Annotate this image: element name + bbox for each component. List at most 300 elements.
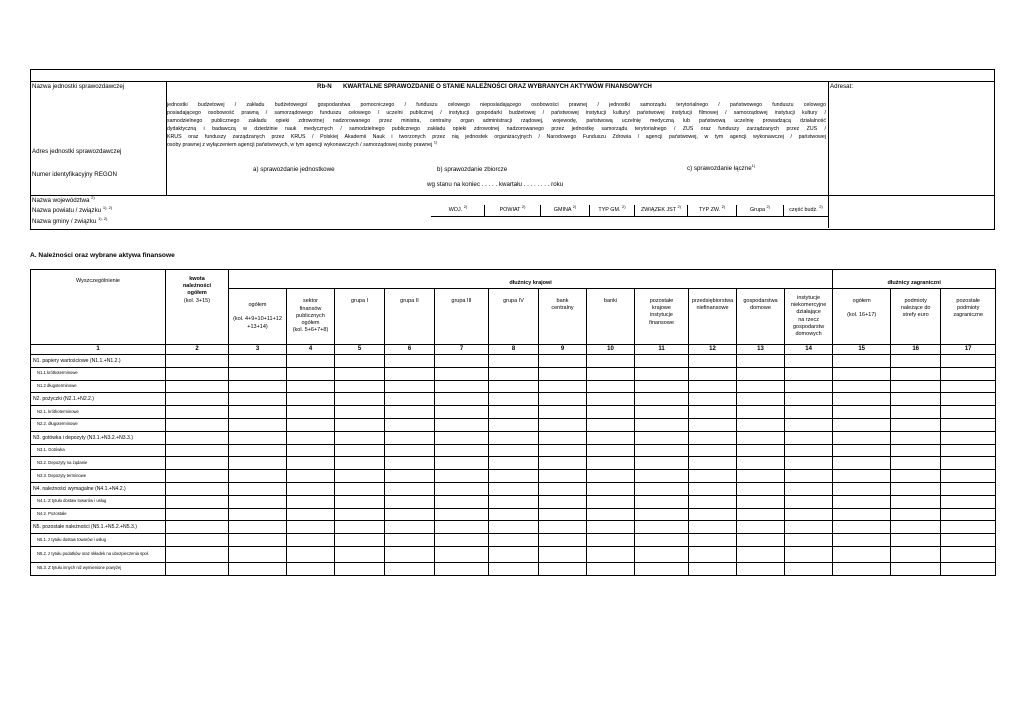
value-cell[interactable]	[833, 534, 891, 547]
value-cell[interactable]	[833, 418, 891, 431]
value-cell[interactable]	[941, 562, 996, 575]
value-cell[interactable]	[785, 393, 833, 406]
value-cell[interactable]	[385, 470, 435, 483]
row-label: N3.2. Depozyty na żądanie	[31, 457, 166, 470]
value-cell[interactable]	[587, 482, 635, 495]
value-cell[interactable]	[287, 546, 335, 562]
value-cell[interactable]	[941, 521, 996, 534]
value-cell[interactable]	[891, 562, 941, 575]
value-cell[interactable]	[635, 380, 689, 393]
value-cell[interactable]	[385, 495, 435, 508]
value-cell[interactable]	[287, 495, 335, 508]
value-cell[interactable]	[435, 495, 489, 508]
value-cell[interactable]	[833, 431, 891, 444]
value-cell[interactable]	[229, 495, 287, 508]
value-cell[interactable]	[229, 470, 287, 483]
value-cell[interactable]	[287, 393, 335, 406]
value-cell[interactable]	[229, 380, 287, 393]
value-cell[interactable]	[229, 521, 287, 534]
value-cell[interactable]	[689, 457, 737, 470]
value-cell[interactable]	[229, 393, 287, 406]
value-cell[interactable]	[635, 482, 689, 495]
value-cell[interactable]	[689, 508, 737, 521]
value-cell[interactable]	[229, 418, 287, 431]
value-cell[interactable]	[689, 562, 737, 575]
col-number: 8	[489, 345, 539, 355]
value-cell[interactable]	[489, 355, 539, 368]
value-cell[interactable]	[833, 367, 891, 380]
value-cell[interactable]	[941, 534, 996, 547]
value-cell[interactable]	[539, 431, 587, 444]
value-cell[interactable]	[737, 355, 785, 368]
value-cell[interactable]	[635, 508, 689, 521]
value-cell[interactable]	[785, 495, 833, 508]
value-cell[interactable]	[335, 406, 385, 419]
value-cell[interactable]	[737, 470, 785, 483]
description-line: samodzielnego publicznego zakładu opieki zdrowotnej nadzorowanego przez ministra, centralny organ administracji rządowej, wojewodę, państwową uczelnię medyczną lub państwową uczelnię prowadzącą działalność	[167, 118, 826, 125]
value-cell[interactable]	[785, 482, 833, 495]
value-cell[interactable]	[489, 482, 539, 495]
value-cell[interactable]	[287, 562, 335, 575]
value-cell[interactable]	[833, 470, 891, 483]
value-cell[interactable]	[489, 546, 539, 562]
value-cell[interactable]	[737, 406, 785, 419]
value-cell[interactable]	[166, 546, 229, 562]
value-cell[interactable]	[587, 431, 635, 444]
value-cell[interactable]	[489, 470, 539, 483]
value-cell[interactable]	[335, 367, 385, 380]
value-cell[interactable]	[489, 508, 539, 521]
value-cell[interactable]	[689, 534, 737, 547]
value-cell[interactable]	[737, 457, 785, 470]
value-cell[interactable]	[891, 521, 941, 534]
value-cell[interactable]	[737, 495, 785, 508]
value-cell[interactable]	[287, 406, 335, 419]
value-cell[interactable]	[539, 418, 587, 431]
value-cell[interactable]	[941, 482, 996, 495]
value-cell[interactable]	[335, 482, 385, 495]
value-cell[interactable]	[489, 521, 539, 534]
value-cell[interactable]	[166, 431, 229, 444]
value-cell[interactable]	[833, 546, 891, 562]
value-cell[interactable]	[435, 534, 489, 547]
regon-label: Numer identyfikacyjny REGON	[32, 171, 117, 178]
value-cell[interactable]	[385, 508, 435, 521]
unit-name-label: Nazwa jednostki sprawozdawczej	[32, 83, 125, 90]
value-cell[interactable]	[785, 431, 833, 444]
value-cell[interactable]	[166, 562, 229, 575]
value-cell[interactable]	[229, 534, 287, 547]
value-cell[interactable]	[587, 355, 635, 368]
value-cell[interactable]	[587, 367, 635, 380]
value-cell[interactable]	[385, 431, 435, 444]
value-cell[interactable]	[785, 521, 833, 534]
value-cell[interactable]	[891, 367, 941, 380]
value-cell[interactable]	[689, 482, 737, 495]
value-cell[interactable]	[385, 562, 435, 575]
value-cell[interactable]	[385, 546, 435, 562]
value-cell[interactable]	[539, 546, 587, 562]
value-cell[interactable]	[166, 393, 229, 406]
value-cell[interactable]	[539, 393, 587, 406]
value-cell[interactable]	[891, 495, 941, 508]
value-cell[interactable]	[539, 534, 587, 547]
value-cell[interactable]	[335, 562, 385, 575]
value-cell[interactable]	[785, 444, 833, 457]
value-cell[interactable]	[785, 418, 833, 431]
value-cell[interactable]	[539, 521, 587, 534]
value-cell[interactable]	[435, 418, 489, 431]
value-cell[interactable]	[587, 418, 635, 431]
value-cell[interactable]	[385, 380, 435, 393]
table-row	[31, 546, 996, 562]
value-cell[interactable]	[785, 406, 833, 419]
value-cell[interactable]	[635, 457, 689, 470]
form-code: Rb-N	[317, 83, 332, 90]
value-cell[interactable]	[635, 355, 689, 368]
value-cell[interactable]	[539, 495, 587, 508]
row-label: N4.2. Pozostałe	[31, 508, 166, 521]
value-cell[interactable]	[785, 367, 833, 380]
value-cell[interactable]	[833, 457, 891, 470]
value-cell[interactable]	[539, 508, 587, 521]
value-cell[interactable]	[435, 367, 489, 380]
value-cell[interactable]	[635, 431, 689, 444]
value-cell[interactable]	[166, 444, 229, 457]
value-cell[interactable]	[689, 418, 737, 431]
value-cell[interactable]	[335, 534, 385, 547]
value-cell[interactable]	[785, 457, 833, 470]
value-cell[interactable]	[539, 482, 587, 495]
value-cell[interactable]	[539, 444, 587, 457]
table-row	[31, 457, 996, 470]
col-header-description: Wyszczególnienie	[31, 270, 166, 345]
value-cell[interactable]	[435, 457, 489, 470]
value-cell[interactable]	[166, 482, 229, 495]
value-cell[interactable]	[891, 508, 941, 521]
value-cell[interactable]	[891, 406, 941, 419]
value-cell[interactable]	[587, 406, 635, 419]
value-cell[interactable]	[689, 431, 737, 444]
value-cell[interactable]	[941, 355, 996, 368]
value-cell[interactable]	[335, 495, 385, 508]
value-cell[interactable]	[785, 546, 833, 562]
value-cell[interactable]	[891, 418, 941, 431]
value-cell[interactable]	[489, 562, 539, 575]
value-cell[interactable]	[833, 495, 891, 508]
value-cell[interactable]	[335, 457, 385, 470]
value-cell[interactable]	[587, 495, 635, 508]
box-zwiazek-jst: ZWIĄZEK JST $^{2)}$	[640, 204, 681, 213]
value-cell[interactable]	[385, 367, 435, 380]
value-cell[interactable]	[587, 534, 635, 547]
value-cell[interactable]	[689, 470, 737, 483]
value-cell[interactable]	[785, 534, 833, 547]
value-cell[interactable]	[335, 355, 385, 368]
value-cell[interactable]	[539, 562, 587, 575]
value-cell[interactable]	[435, 431, 489, 444]
value-cell[interactable]	[229, 355, 287, 368]
value-cell[interactable]	[737, 546, 785, 562]
value-cell[interactable]	[539, 457, 587, 470]
value-cell[interactable]	[635, 470, 689, 483]
value-cell[interactable]	[737, 508, 785, 521]
box-typ-gm: TYP GM. $^{2)}$	[598, 204, 626, 213]
value-cell[interactable]	[891, 470, 941, 483]
value-cell[interactable]	[229, 406, 287, 419]
value-cell[interactable]	[635, 495, 689, 508]
value-cell[interactable]	[635, 546, 689, 562]
box-woj: WOJ. $^{2)}$	[448, 204, 468, 213]
value-cell[interactable]	[635, 406, 689, 419]
value-cell[interactable]	[335, 444, 385, 457]
value-cell[interactable]	[539, 406, 587, 419]
value-cell[interactable]	[833, 355, 891, 368]
col-number: 10	[587, 345, 635, 355]
value-cell[interactable]	[689, 406, 737, 419]
value-cell[interactable]	[229, 482, 287, 495]
value-cell[interactable]	[737, 482, 785, 495]
value-cell[interactable]	[737, 444, 785, 457]
col-header-6: grupa II	[385, 289, 435, 345]
value-cell[interactable]	[737, 562, 785, 575]
value-cell[interactable]	[689, 393, 737, 406]
value-cell[interactable]	[385, 418, 435, 431]
value-cell[interactable]	[689, 355, 737, 368]
value-cell[interactable]	[166, 508, 229, 521]
value-cell[interactable]	[166, 367, 229, 380]
value-cell[interactable]	[166, 355, 229, 368]
value-cell[interactable]	[435, 482, 489, 495]
value-cell[interactable]	[489, 534, 539, 547]
value-cell[interactable]	[689, 380, 737, 393]
value-cell[interactable]	[635, 418, 689, 431]
value-cell[interactable]	[737, 380, 785, 393]
value-cell[interactable]	[229, 508, 287, 521]
value-cell[interactable]	[335, 380, 385, 393]
value-cell[interactable]	[833, 406, 891, 419]
value-cell[interactable]	[539, 367, 587, 380]
value-cell[interactable]	[435, 355, 489, 368]
value-cell[interactable]	[435, 562, 489, 575]
value-cell[interactable]	[166, 534, 229, 547]
value-cell[interactable]	[166, 380, 229, 393]
value-cell[interactable]	[489, 393, 539, 406]
value-cell[interactable]	[587, 521, 635, 534]
value-cell[interactable]	[335, 393, 385, 406]
value-cell[interactable]	[229, 444, 287, 457]
value-cell[interactable]	[385, 482, 435, 495]
value-cell[interactable]	[385, 444, 435, 457]
value-cell[interactable]	[737, 418, 785, 431]
value-cell[interactable]	[489, 495, 539, 508]
value-cell[interactable]	[229, 367, 287, 380]
value-cell[interactable]	[941, 393, 996, 406]
value-cell[interactable]	[891, 546, 941, 562]
value-cell[interactable]	[287, 380, 335, 393]
value-cell[interactable]	[737, 521, 785, 534]
value-cell[interactable]	[891, 444, 941, 457]
value-cell[interactable]	[785, 355, 833, 368]
value-cell[interactable]	[335, 470, 385, 483]
value-cell[interactable]	[539, 470, 587, 483]
value-cell[interactable]	[635, 521, 689, 534]
value-cell[interactable]	[335, 431, 385, 444]
value-cell[interactable]	[833, 444, 891, 457]
value-cell[interactable]	[689, 495, 737, 508]
value-cell[interactable]	[785, 470, 833, 483]
value-cell[interactable]	[941, 444, 996, 457]
value-cell[interactable]	[941, 380, 996, 393]
value-cell[interactable]	[287, 457, 335, 470]
value-cell[interactable]	[335, 546, 385, 562]
value-cell[interactable]	[287, 534, 335, 547]
value-cell[interactable]	[166, 418, 229, 431]
table-row	[31, 508, 996, 521]
value-cell[interactable]	[166, 495, 229, 508]
value-cell[interactable]	[891, 380, 941, 393]
value-cell[interactable]	[941, 495, 996, 508]
value-cell[interactable]	[737, 393, 785, 406]
value-cell[interactable]	[587, 546, 635, 562]
value-cell[interactable]	[689, 367, 737, 380]
col-header-10: banki	[587, 289, 635, 345]
value-cell[interactable]	[229, 431, 287, 444]
value-cell[interactable]	[435, 380, 489, 393]
value-cell[interactable]	[833, 380, 891, 393]
value-cell[interactable]	[941, 470, 996, 483]
boxes-bottom-rule	[431, 216, 828, 217]
value-cell[interactable]	[489, 406, 539, 419]
value-cell[interactable]	[287, 508, 335, 521]
value-cell[interactable]	[435, 393, 489, 406]
as-of-date-line: wg stanu na koniec . . . . . kwartału . . . . . . . . roku	[427, 181, 564, 188]
value-cell[interactable]	[941, 546, 996, 562]
value-cell[interactable]	[785, 380, 833, 393]
value-cell[interactable]	[891, 534, 941, 547]
value-cell[interactable]	[385, 521, 435, 534]
value-cell[interactable]	[385, 393, 435, 406]
value-cell[interactable]	[539, 380, 587, 393]
value-cell[interactable]	[489, 418, 539, 431]
value-cell[interactable]	[435, 508, 489, 521]
value-cell[interactable]	[539, 355, 587, 368]
value-cell[interactable]	[335, 418, 385, 431]
value-cell[interactable]	[166, 406, 229, 419]
value-cell[interactable]	[435, 521, 489, 534]
value-cell[interactable]	[287, 482, 335, 495]
value-cell[interactable]	[833, 482, 891, 495]
value-cell[interactable]	[166, 521, 229, 534]
value-cell[interactable]	[891, 431, 941, 444]
value-cell[interactable]	[891, 393, 941, 406]
value-cell[interactable]	[891, 482, 941, 495]
value-cell[interactable]	[166, 470, 229, 483]
value-cell[interactable]	[385, 457, 435, 470]
row-label: N1.2 długoterminowe	[31, 380, 166, 393]
value-cell[interactable]	[435, 406, 489, 419]
value-cell[interactable]	[287, 470, 335, 483]
value-cell[interactable]	[941, 406, 996, 419]
value-cell[interactable]	[335, 521, 385, 534]
value-cell[interactable]	[229, 562, 287, 575]
report-type-aggregate: b) sprawozdanie zbiorcze	[437, 166, 508, 173]
value-cell[interactable]	[287, 431, 335, 444]
value-cell[interactable]	[635, 534, 689, 547]
value-cell[interactable]	[287, 367, 335, 380]
value-cell[interactable]	[689, 444, 737, 457]
value-cell[interactable]	[785, 508, 833, 521]
value-cell[interactable]	[785, 562, 833, 575]
col-header-5: grupa I	[335, 289, 385, 345]
value-cell[interactable]	[689, 521, 737, 534]
value-cell[interactable]	[587, 562, 635, 575]
value-cell[interactable]	[335, 508, 385, 521]
col-number: 11	[635, 345, 689, 355]
value-cell[interactable]	[229, 457, 287, 470]
value-cell[interactable]	[941, 431, 996, 444]
value-cell[interactable]	[635, 562, 689, 575]
value-cell[interactable]	[587, 457, 635, 470]
value-cell[interactable]	[891, 355, 941, 368]
value-cell[interactable]	[229, 546, 287, 562]
value-cell[interactable]	[587, 508, 635, 521]
value-cell[interactable]	[287, 418, 335, 431]
value-cell[interactable]	[635, 367, 689, 380]
value-cell[interactable]	[891, 457, 941, 470]
value-cell[interactable]	[435, 546, 489, 562]
commune-label: Nazwa gminy / związku $^{1), 2)}$	[32, 215, 108, 225]
value-cell[interactable]	[435, 470, 489, 483]
value-cell[interactable]	[737, 367, 785, 380]
value-cell[interactable]	[489, 457, 539, 470]
value-cell[interactable]	[489, 380, 539, 393]
value-cell[interactable]	[941, 367, 996, 380]
value-cell[interactable]	[737, 534, 785, 547]
value-cell[interactable]	[689, 546, 737, 562]
value-cell[interactable]	[385, 355, 435, 368]
col-number: 3	[229, 345, 287, 355]
value-cell[interactable]	[587, 393, 635, 406]
value-cell[interactable]	[833, 562, 891, 575]
value-cell[interactable]	[941, 418, 996, 431]
value-cell[interactable]	[635, 393, 689, 406]
value-cell[interactable]	[287, 355, 335, 368]
value-cell[interactable]	[489, 444, 539, 457]
value-cell[interactable]	[833, 521, 891, 534]
value-cell[interactable]	[587, 444, 635, 457]
value-cell[interactable]	[287, 444, 335, 457]
value-cell[interactable]	[941, 508, 996, 521]
value-cell[interactable]	[489, 431, 539, 444]
value-cell[interactable]	[587, 380, 635, 393]
value-cell[interactable]	[833, 508, 891, 521]
value-cell[interactable]	[737, 431, 785, 444]
value-cell[interactable]	[941, 457, 996, 470]
value-cell[interactable]	[385, 534, 435, 547]
col-number: 5	[335, 345, 385, 355]
group-header-domestic: dłużnicy krajowi	[229, 270, 833, 289]
value-cell[interactable]	[435, 444, 489, 457]
value-cell[interactable]	[489, 367, 539, 380]
value-cell[interactable]	[287, 521, 335, 534]
value-cell[interactable]	[166, 457, 229, 470]
row-label: N5.1. z tytułu dostaw towarów i usług	[31, 534, 166, 547]
value-cell[interactable]	[587, 470, 635, 483]
value-cell[interactable]	[635, 444, 689, 457]
value-cell[interactable]	[833, 393, 891, 406]
value-cell[interactable]	[385, 406, 435, 419]
